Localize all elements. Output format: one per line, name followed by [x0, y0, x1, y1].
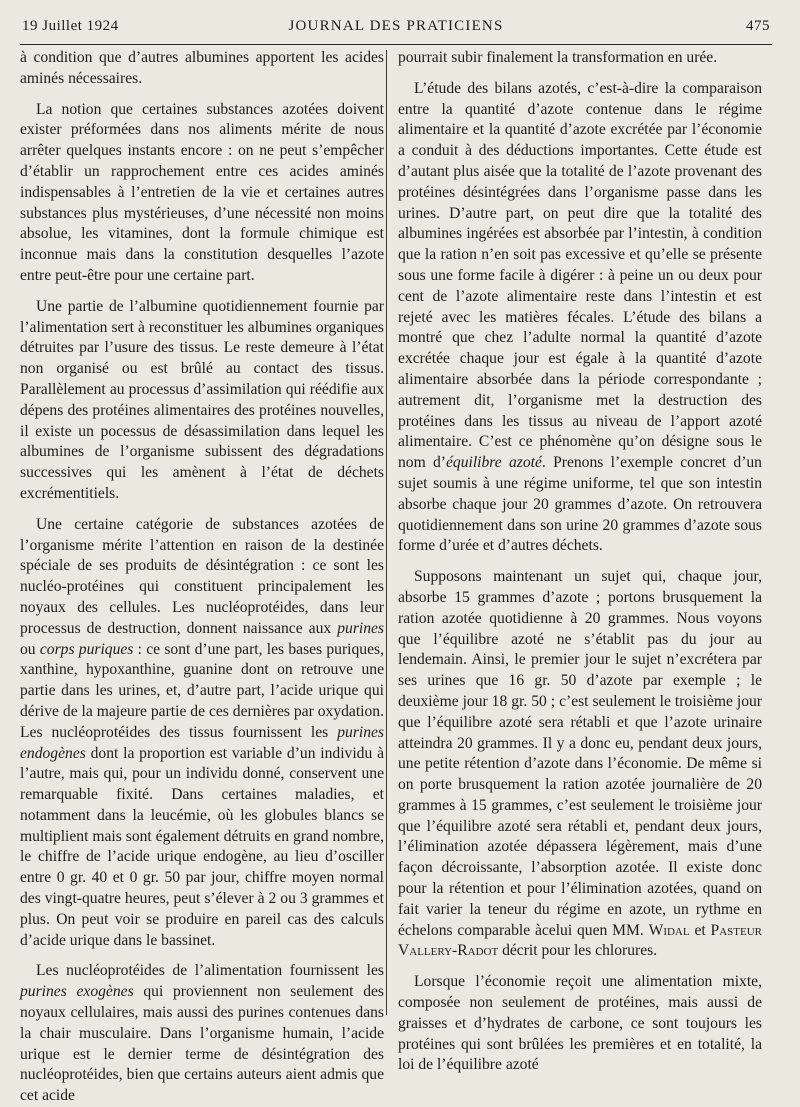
left-column: [20, 48, 384, 1107]
text-run: dont la proportion est variable d’un individu à l’autre, mais qui, pour un individu donné, conservent une remarquable fixité. Dans certaines maladies, et notamment dans la leucémie, où les globules blancs se multiplient mais sont également détruits en grand nombre, le chiffre de l’acide urique endogène, au lieu d’osciller entre 0 gr. 40 et 0 gr. 50 par jour, chiffre moyen normal des vingt-quatre heures, peut s’élever à 2 ou 3 grammes et plus. On peut voir se produire en pareil cas des calculs d’acide urique dans le bassinet.: [20, 744, 384, 949]
author-name: Widal: [648, 921, 690, 939]
paragraph: [20, 100, 384, 287]
issue-date: 19 Juillet 1924: [22, 18, 119, 34]
page-header: [22, 18, 770, 40]
italic-text: purines: [337, 619, 384, 637]
italic-text: corps puriques: [39, 640, 134, 658]
italic-text: purines exogènes: [20, 983, 134, 1001]
paragraph: [20, 961, 384, 1107]
text-run: Les nucléoprotéides de l’alimentation fournissent les: [36, 962, 384, 980]
text-run: et: [689, 921, 711, 939]
italic-text: purines endogènes: [20, 723, 384, 762]
author-name: Pasteur Vallery-Radot: [398, 921, 762, 960]
paragraph: [20, 515, 384, 952]
page-number: 475: [746, 18, 770, 34]
text-run: . Prenons l’exemple concret d’un sujet soumis à une régime uniforme, tel que son intestin absorbe chaque jour 20 grammes d’azote. On retrouvera quotidiennement dans son urine 20 grammes d’azote sous forme d’urée et d’autres déchets.: [398, 454, 762, 555]
paragraph: [398, 48, 762, 69]
text-run: Lorsque l’économie reçoit une alimentation mixte, composée non seulement de protéines, mais aussi de graisses et d’hydrates de carbone, ce sont toujours les protéines qui sont brûlées les premières et en totalité, la loi de l’équilibre azoté: [398, 973, 762, 1074]
journal-title: JOURNAL DES PRATICIENS: [288, 18, 504, 34]
text-run: La notion que certaines substances azotées doivent exister préformées dans nos aliments mérite de nous arrêter quelques instants encore : on ne peut s’empêcher d’établir un rapprochement entre ces acides aminés indispensables à l’entretien de la vie et certaines autres substances plus mystérieuses, d’une nécessité non moins absolue, les vitamines, dont la formule chimique est inconnue mais dans la constitution desquelles l’azote entre peut-être pour une certaine part.: [20, 100, 384, 284]
text-run: : ce sont d’une part, les bases puriques, xanthine, hypoxanthine, guanine dont on retrouve une partie dans les urines, et, d’autre part, l’acide urique qui dérive de la majeure partie de ces dernières par oxydation. Les nucléoprotéides des tissus fournissent les: [20, 640, 384, 741]
text-run: ou: [20, 640, 40, 658]
text-run: Une partie de l’albumine quotidiennement fournie par l’alimentation sert à reconstituer les albumines organiques détruites par l’usure des tissus. Le reste demeure à l’état non organisé ou est brûlé au contact des tissus. Parallèlement au processus d’assimilation qui réédifie aux dépens des protéines alimentaires des protéines nouvelles, il existe un pocessus de désassimilation dans lequel les albumines de l’organisme subissent des dégradations successives qui les amènent à l’état de déchets excrémentitiels.: [20, 297, 384, 502]
paragraph: [398, 79, 762, 557]
text-run: pourrait subir finalement la transformation en urée.: [398, 49, 718, 66]
paragraph: [398, 972, 762, 1076]
paragraph: [20, 48, 384, 90]
header-rule: [20, 44, 772, 45]
text-run: Une certaine catégorie de substances azotées de l’organisme mérite l’attention en raison de la destinée spéciale de ses produits de désintégration : ce sont les nucléo-protéines qui constituent principalement les noyaux des cellules. Les nucléoprotéides, dans leur processus de destruction, donnent naissance aux: [20, 515, 384, 637]
paragraph: [398, 567, 762, 962]
text-run: décrit pour les chlorures.: [498, 942, 658, 960]
text-run: Supposons maintenant un sujet qui, chaque jour, absorbe 15 grammes d’azote ; portons brusquement la ration azotée quotidienne à 20 grammes. Nous voyons que l’équilibre azoté ne s’établit pas du jour au lendemain. Ainsi, le premier jour le sujet n’excrétera par ses urines que 16 gr. 50 d’azote par exemple ; le deuxième jour 18 gr. 50 ; c’est seulement le troisième jour que l’équilibre azoté sera rétabli et que l’azote urinaire atteindra 20 grammes. Il y a donc eu, pendant deux jours, une petite rétention d’azote dans l’économie. De même si on porte brusquement la ration azotée journalière de 20 grammes à 15 grammes, c’est seulement le troisième jour que l’équilibre azoté sera rétabli et, pendant deux jours, l’élimination azotée dépassera légèrement, mais d’une façon décroissante, l’absorption azotée. Il existe donc pour la rétention et pour l’élimination azotées, quand on fait varier la teneur du régime en azote, un rythme en échelons comparable àcelui quen MM.: [398, 568, 762, 939]
text-run: qui proviennent non seulement des noyaux cellulaires, mais aussi des purines contenues dans la chair musculaire. Dans l’organisme humain, l’acide urique est le dernier terme de désintégration des nucléoprotéides, bien que certains auteurs aient admis que cet acide: [20, 983, 384, 1105]
text-run: à condition que d’autres albumines apportent les acides aminés nécessaires.: [20, 49, 384, 87]
text-run: L’étude des bilans azotés, c’est-à-dire la comparaison entre la quantité d’azote contenue dans le régime alimentaire et la quantité d’azote excrétée par l’économie a conduit à des déductions importantes. Cette étude est d’autant plus aisée que la totalité de l’azote provenant des protéines désintégrées dans l’organisme passe dans les urines. D’autre part, on peut dire que la totalité des albumines ingérées est absorbée par l’intestin, à condition que la ration n’en soit pas excessive et qu’elle se présente sous une forme facile à digérer : à peine un ou deux pour cent de l’azote alimentaire reste dans l’intestin et est rejeté avec les matières fécales. L’étude des bilans a montré que chez l’adulte normal la quantité d’azote excrétée chaque jour est égale à la quantité d’azote alimentaire absorbée dans la période correspondante ; autrement dit, l’organisme met la destruction des protéines dans les tissus au niveau de l’apport azoté alimentaire. C’est ce phénomène qu’on désigne sous le nom d’: [398, 79, 762, 472]
paragraph: [20, 297, 384, 505]
right-column: [398, 48, 762, 1076]
column-divider: [386, 50, 387, 1015]
italic-text: équilibre azoté: [446, 454, 542, 472]
